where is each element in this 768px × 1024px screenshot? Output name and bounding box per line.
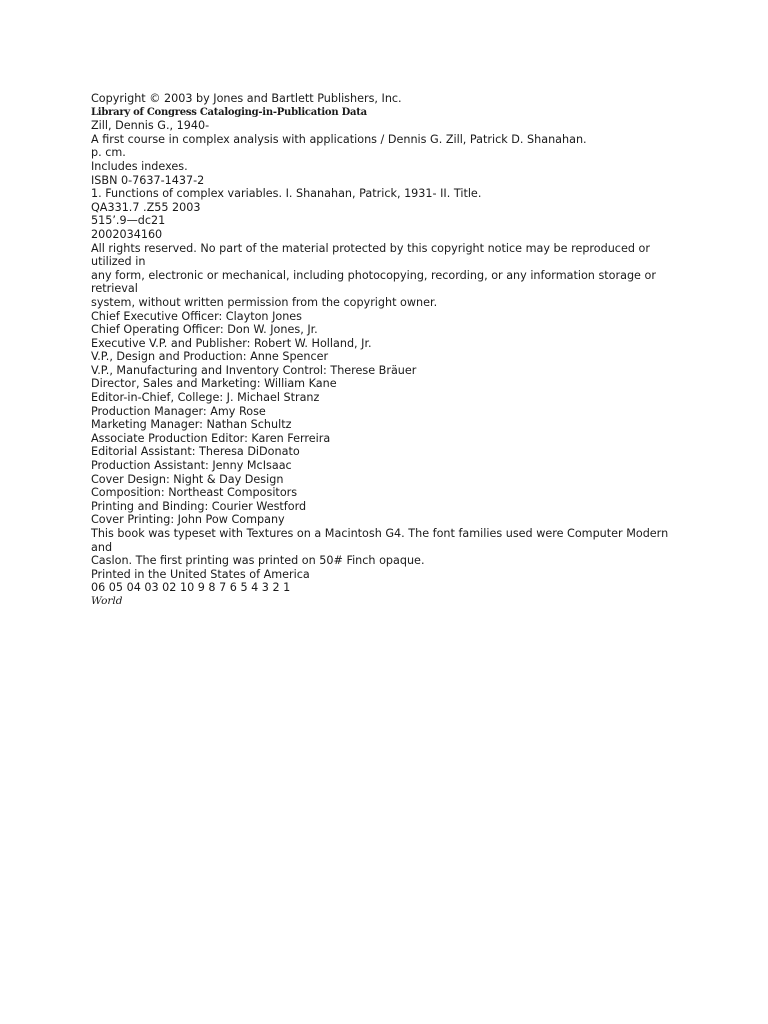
printed-in: Printed in the United States of America [91, 567, 310, 581]
staff-credit: V.P., Design and Production: Anne Spencer [91, 350, 329, 364]
cip-lccn: 2002034160 [91, 227, 163, 241]
cip-isbn: ISBN 0-7637-1437-2 [91, 173, 205, 187]
cip-subjects: 1. Functions of complex variables. I. Shanahan, Patrick, 1931- II. Title. [91, 187, 482, 201]
cip-indexes: Includes indexes. [91, 159, 188, 173]
rights-line: any form, electronic or mechanical, including photocopying, recording, or any information storage or [91, 268, 656, 282]
staff-credit: Production Manager: Amy Rose [91, 404, 266, 418]
staff-credit: Associate Production Editor: Karen Ferreira [91, 431, 331, 445]
staff-credit: Editorial Assistant: Theresa DiDonato [91, 445, 300, 459]
rights-line: retrieval [91, 282, 138, 296]
copyright-page [91, 92, 691, 609]
staff-credit: Cover Printing: John Pow Company [91, 513, 285, 527]
edition-mark: World [91, 594, 123, 607]
staff-credit: Cover Design: Night & Day Design [91, 472, 284, 486]
rights-line: All rights reserved. No part of the material protected by this copyright notice may be reproduced or [91, 241, 650, 255]
cip-lc-class: QA331.7 .Z55 2003 [91, 200, 201, 214]
staff-credit: Composition: Northeast Compositors [91, 486, 298, 500]
staff-credit: V.P., Manufacturing and Inventory Control: Therese Bräuer [91, 363, 417, 377]
rights-line: system, without written permission from the copyright owner. [91, 295, 438, 309]
staff-credit: Printing and Binding: Courier Westford [91, 499, 307, 513]
staff-credit: Production Assistant: Jenny McIsaac [91, 459, 292, 473]
print-line: 06 05 04 03 02 10 9 8 7 6 5 4 3 2 1 [91, 581, 291, 595]
cip-pages: p. cm. [91, 146, 126, 160]
cip-heading: Library of Congress Cataloging-in-Publication Data [91, 106, 367, 118]
staff-credit: Chief Operating Officer: Don W. Jones, Jr. [91, 323, 318, 337]
cip-dewey: 515’.9—dc21 [91, 214, 166, 228]
typeset-note: This book was typeset with Textures on a Macintosh G4. The font families used were Computer Modern [91, 527, 669, 540]
typeset-note: and [91, 540, 113, 554]
staff-credit: Executive V.P. and Publisher: Robert W. Holland, Jr. [91, 336, 372, 350]
staff-credit: Director, Sales and Marketing: William Kane [91, 377, 337, 391]
cip-title: A first course in complex analysis with applications / Dennis G. Zill, Patrick D. Shanahan. [91, 132, 587, 146]
staff-credit: Marketing Manager: Nathan Schultz [91, 418, 292, 432]
copyright-notice: Copyright © 2003 by Jones and Bartlett Publishers, Inc. [91, 92, 402, 105]
typeset-note: Caslon. The first printing was printed on 50# Finch opaque. [91, 554, 425, 568]
cip-author: Zill, Dennis G., 1940- [91, 119, 210, 133]
staff-credit: Editor-in-Chief, College: J. Michael Stranz [91, 391, 320, 405]
staff-credit: Chief Executive Officer: Clayton Jones [91, 309, 303, 323]
rights-line: utilized in [91, 255, 146, 269]
